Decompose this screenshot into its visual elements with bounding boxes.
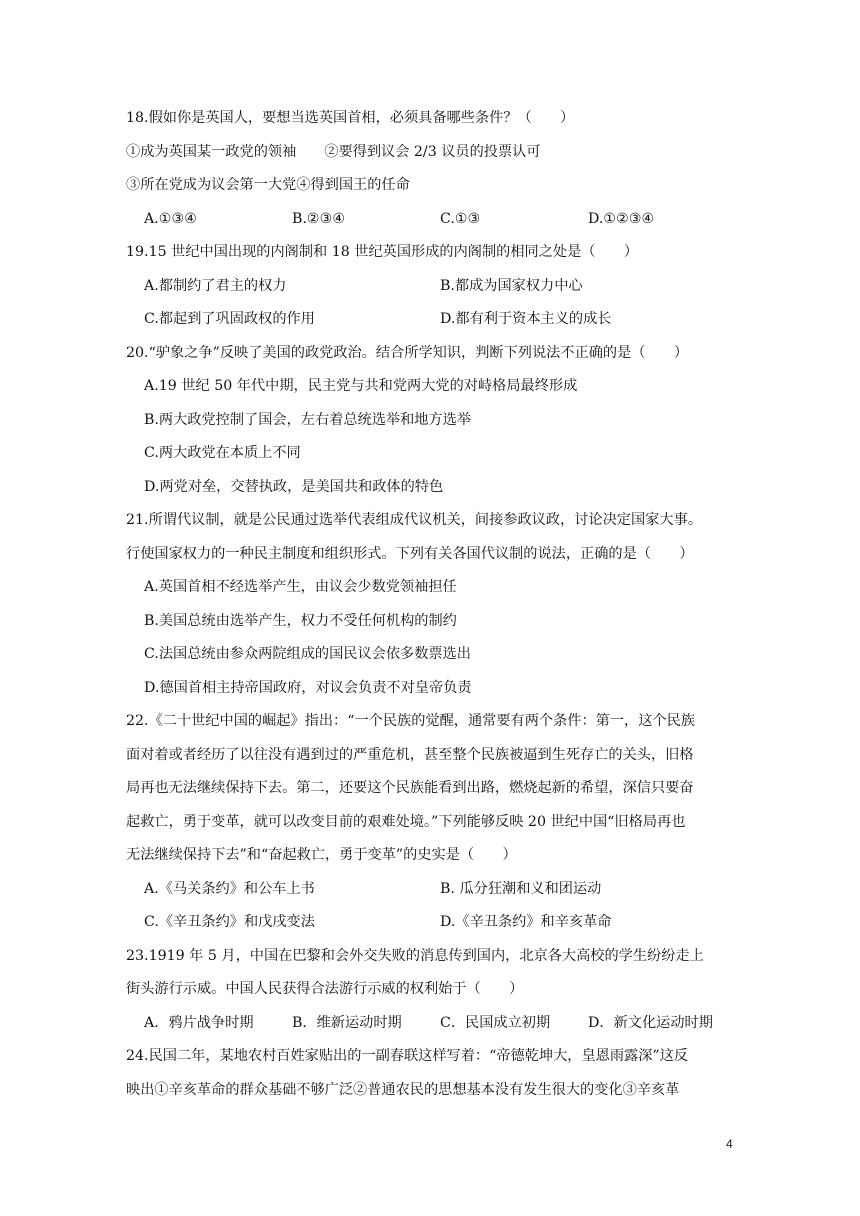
q20-option-a: A.19 世纪 50 年代中期，民主党与共和党两大党的对峙格局最终形成 xyxy=(144,378,578,394)
q18-statement-1: ①成为英国某一政党的领袖 xyxy=(126,143,297,160)
question-list xyxy=(126,107,736,1112)
q21-option-d: D.德国首相主持帝国政府，对议会负责不对皇帝负责 xyxy=(144,679,472,696)
q23-stem-line1: 23.1919 年 5 月，中国在巴黎和会外交失败的消息传到国内，北京各大高校的学生纷纷走上 xyxy=(126,947,704,964)
q21-stem-line2: 行使国家权力的一种民主制度和组织形式。下列有关各国代议制的说法，正确的是（ ） xyxy=(126,545,694,562)
q19-option-b: B.都成为国家权力中心 xyxy=(440,277,583,294)
q22-options-row2 xyxy=(126,911,736,933)
q22-stem-line4: 起救亡，勇于变革，就可以改变目前的艰难处境。”下列能够反映 20 世纪中国“旧格局再也 xyxy=(126,813,686,830)
q18-option-b: B.②③④ xyxy=(292,210,346,227)
q18-statements-1 xyxy=(126,141,736,163)
q24-stem-line2: 映出①辛亥革命的群众基础不够广泛②普通农民的思想基本没有发生很大的变化③辛亥革 xyxy=(126,1081,680,1098)
q19-options-row1 xyxy=(126,275,736,297)
q22-stem-line5: 无法继续保持下去”和“奋起救亡，勇于变革”的史实是（ ） xyxy=(126,847,517,863)
q18-option-c: C.①③ xyxy=(440,210,481,227)
q22-stem-line2: 面对着或者经历了以往没有遇到过的严重危机，甚至整个民族被逼到生死存亡的关头，旧格 xyxy=(126,746,694,763)
q18-options xyxy=(126,208,736,230)
q18-statement-2: ②要得到议会 2/3 议员的投票认可 xyxy=(324,143,541,160)
q22-stem-line1: 22.《二十世纪中国的崛起》指出：“一个民族的觉醒，通常要有两个条件：第一，这个民族 xyxy=(126,713,695,729)
q19-stem: 19.15 世纪中国出现的内阁制和 18 世纪英国形成的内阁制的相同之处是（ ） xyxy=(126,244,639,260)
q18-stem: 18.假如你是英国人，要想当选英国首相，必须具备哪些条件？（ ） xyxy=(126,110,575,126)
q18-option-d: D.①②③④ xyxy=(588,210,655,227)
q21-option-b: B.美国总统由选举产生，权力不受任何机构的制约 xyxy=(144,612,457,629)
q21-option-a: A.英国首相不经选举产生，由议会少数党领袖担任 xyxy=(144,579,457,595)
q23-stem-line2: 街头游行示威。中国人民获得合法游行示威的权利始于（ ） xyxy=(126,981,524,997)
q20-option-c: C.两大政党在本质上不同 xyxy=(144,445,301,461)
q19-option-a: A.都制约了君主的权力 xyxy=(144,277,287,294)
q21-option-c: C.法国总统由参众两院组成的国民议会依多数票选出 xyxy=(144,646,471,662)
q19-options-row2 xyxy=(126,308,736,330)
q21-stem-line1: 21.所谓代议制，就是公民通过选举代表组成代议机关，间接参政议政，讨论决定国家大事。 xyxy=(126,512,702,528)
q22-option-b: B. 瓜分狂潮和义和团运动 xyxy=(440,880,602,897)
q18-option-a: A.①③④ xyxy=(144,210,197,227)
q24-stem-line1: 24.民国二年，某地农村百姓家贴出的一副春联这样写着：“帝德乾坤大，皇恩雨露深”这反 xyxy=(126,1048,689,1064)
q22-options-row1 xyxy=(126,878,736,900)
q22-option-d: D.《辛丑条约》和辛亥革命 xyxy=(440,914,612,930)
q18-statements-2: ③所在党成为议会第一大党④得到国王的任命 xyxy=(126,177,410,193)
q23-option-d: D．新文化运动时期 xyxy=(588,1014,713,1031)
q22-stem-line3: 局再也无法继续保持下去。第二，还要这个民族能看到出路，燃烧起新的希望，深信只要奋 xyxy=(126,780,694,796)
q23-option-b: B．维新运动时期 xyxy=(292,1014,402,1031)
q20-option-d: D.两党对垒，交替执政，是美国共和政体的特色 xyxy=(144,478,444,495)
q19-option-c: C.都起到了巩固政权的作用 xyxy=(144,311,315,327)
q19-option-d: D.都有利于资本主义的成长 xyxy=(440,311,612,327)
q22-option-a: A.《马关条约》和公车上书 xyxy=(144,880,315,897)
q22-option-c: C.《辛丑条约》和戊戌变法 xyxy=(144,914,315,930)
q20-option-b: B.两大政党控制了国会，左右着总统选举和地方选举 xyxy=(144,411,472,428)
q23-option-c: C．民国成立初期 xyxy=(440,1014,551,1031)
q20-stem: 20.“驴象之争”反映了美国的政党政治。结合所学知识，判断下列说法不正确的是（ ） xyxy=(126,344,689,361)
q23-options xyxy=(126,1012,736,1034)
q23-option-a: A．鸦片战争时期 xyxy=(144,1014,254,1031)
page-number: 4 xyxy=(726,1137,733,1151)
